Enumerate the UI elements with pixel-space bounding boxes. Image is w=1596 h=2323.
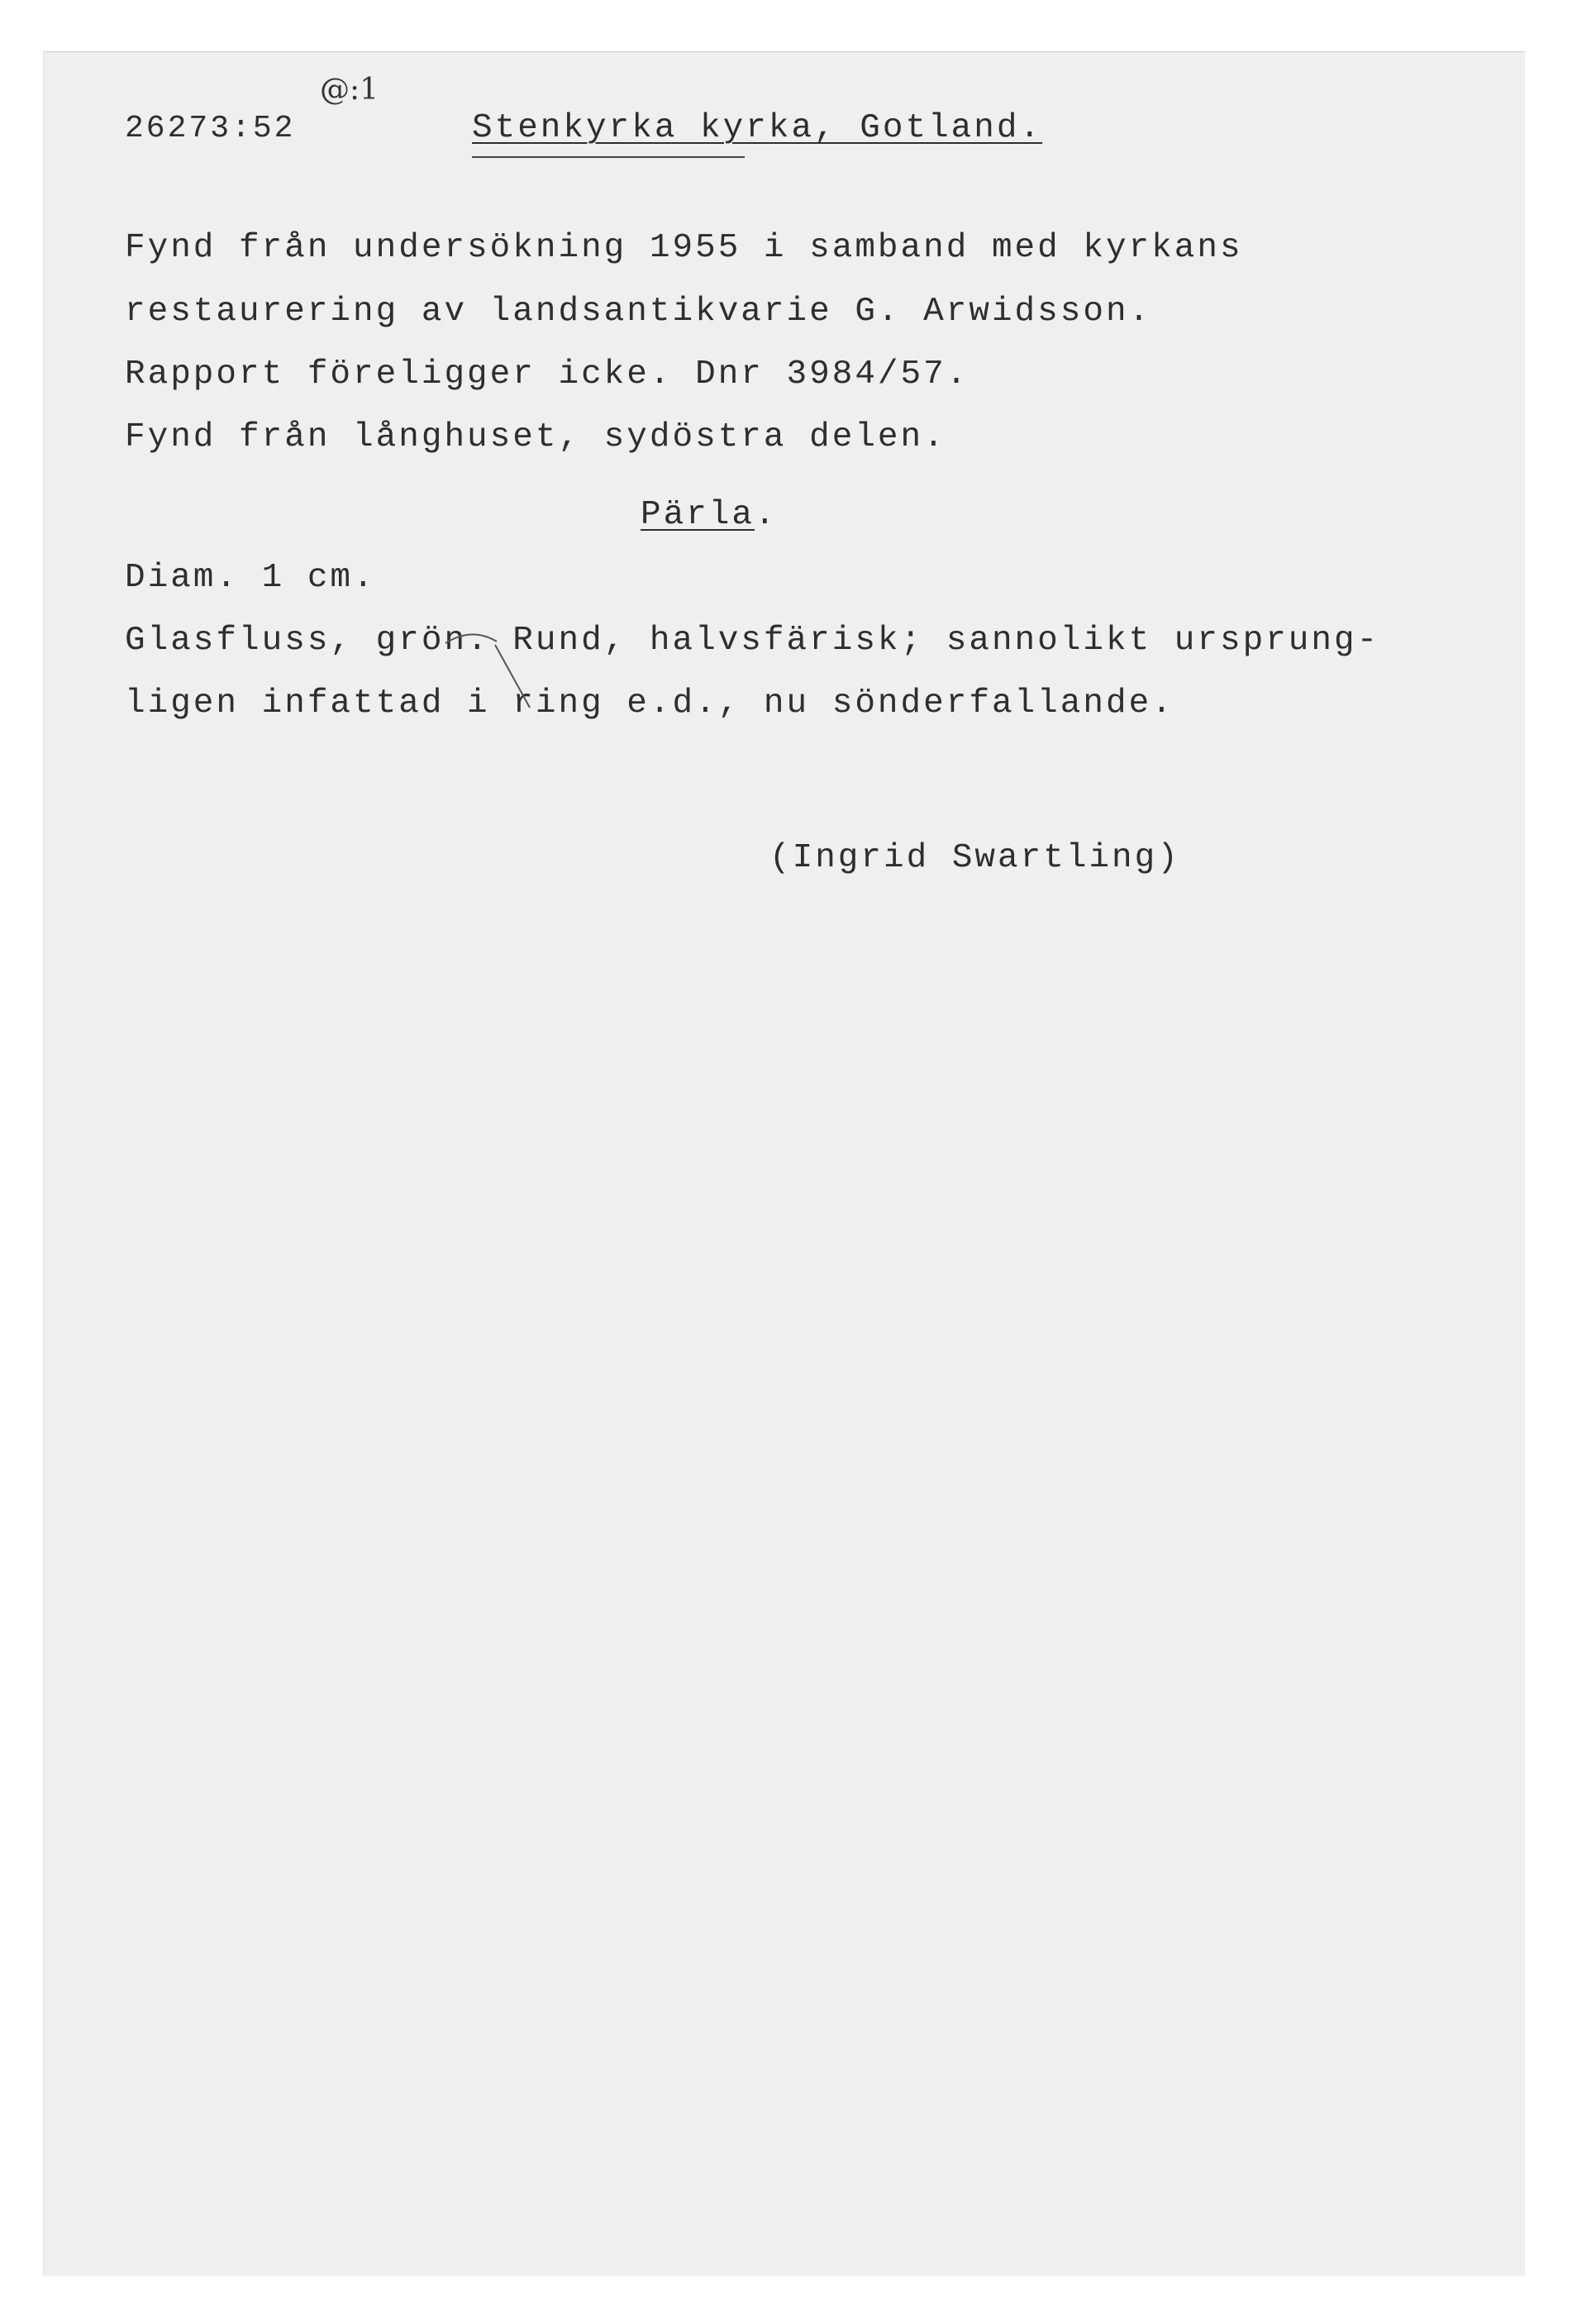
handwritten-mark: @:1 — [320, 73, 379, 107]
signature: (Ingrid Swartling) — [769, 839, 1180, 877]
description-line-3: ligen infattad i ring e.d., nu sönderfallande. — [125, 684, 1174, 723]
object-heading — [641, 498, 778, 532]
card-title: Stenkyrka kyrka, Gotland. — [472, 109, 1043, 147]
body-line-4: Fynd från långhuset, sydöstra delen. — [125, 418, 946, 456]
body-line-3: Rapport föreligger icke. Dnr 3984/57. — [125, 355, 970, 394]
title-double-underline — [472, 155, 745, 161]
catalog-number: 26273:52 — [125, 111, 296, 146]
description-line-2: Glasfluss, grön. Rund, halvsfärisk; sannolikt ursprung- — [125, 622, 1380, 660]
body-line-2: restaurering av landsantikvarie G. Arwidsson. — [125, 293, 1152, 331]
object-heading-text: Pärla — [641, 496, 755, 534]
description-line-1: Diam. 1 cm. — [125, 559, 376, 597]
correction-arc — [439, 627, 538, 718]
body-line-1: Fynd från undersökning 1955 i samband med kyrkans — [125, 229, 1243, 267]
object-heading-suffix: . — [755, 496, 778, 534]
catalog-card — [43, 51, 1525, 2276]
